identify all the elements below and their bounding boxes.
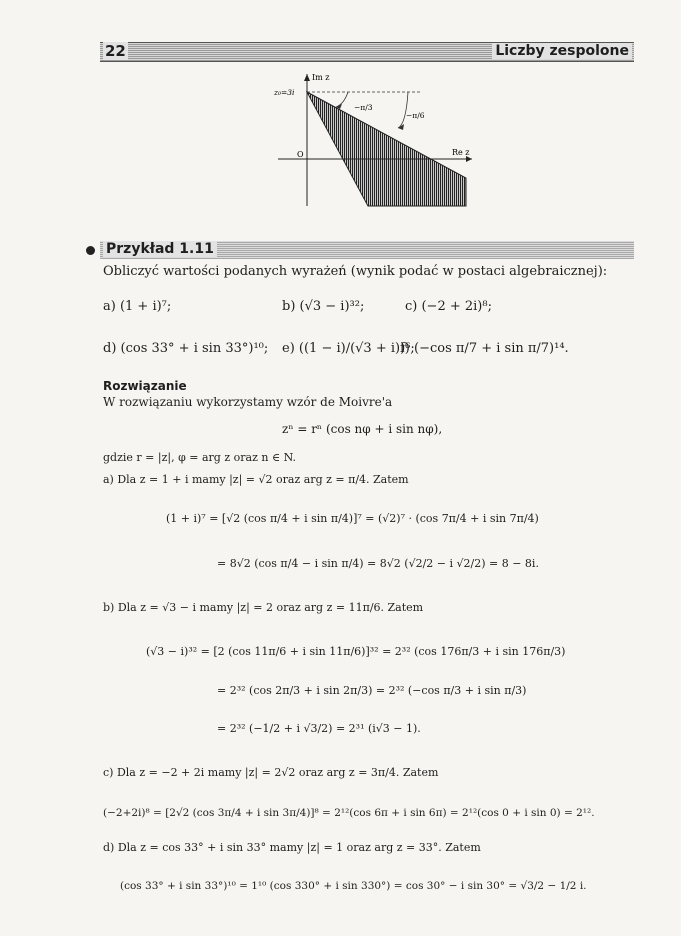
where-text: gdzie r = |z|, φ = arg z oraz n ∈ N. (103, 451, 296, 464)
b-line-3: = 2³² (−1/2 + i √3/2) = 2³¹ (i√3 − 1). (217, 722, 421, 735)
solution-intro: W rozwiązaniu wykorzystamy wzór de Moivre'a (103, 395, 393, 409)
item-d: d) (cos 33° + i sin 33°)¹⁰; (103, 341, 269, 356)
origin-label: O (297, 150, 304, 159)
example-title-bar (100, 241, 634, 259)
a-line-2: = 8√2 (cos π/4 − i sin π/4) = 8√2 (√2/2 − i √2/2) = 8 − 8i. (217, 557, 539, 570)
b-intro: b) Dla z = √3 − i mamy |z| = 2 oraz arg z = 11π/6. Zatem (103, 601, 424, 614)
d-intro: d) Dla z = cos 33° + i sin 33° mamy |z| = 1 oraz arg z = 33°. Zatem (103, 841, 481, 854)
a-intro: a) Dla z = 1 + i mamy |z| = √2 oraz arg z = π/4. Zatem (103, 473, 409, 486)
shaded-region (307, 92, 466, 206)
item-b: b) (√3 − i)³²; (282, 299, 365, 314)
d-line-1: (cos 33° + i sin 33°)¹⁰ = 1¹⁰ (cos 330° + i sin 330°) = cos 30° − i sin 30° = √3/2 − 1/2 i. (120, 880, 587, 892)
c-line-1: (−2+2i)⁸ = [2√2 (cos 3π/4 + i sin 3π/4)]⁸ = 2¹²(cos 6π + i sin 6π) = 2¹²(cos 0 + i sin 0) = 2¹². (103, 807, 595, 819)
task-text: Obliczyć wartości podanych wyrażeń (wynik podać w postaci algebraicznej): (103, 264, 608, 279)
angle-label-pi-3: −π/3 (354, 103, 373, 112)
angle-label-pi-6: −π/6 (406, 111, 425, 120)
page-number: 22 (105, 42, 126, 60)
point-label: z₀=3i (274, 88, 295, 97)
c-intro: c) Dla z = −2 + 2i mamy |z| = 2√2 oraz arg z = 3π/4. Zatem (103, 766, 439, 779)
chapter-title: Liczby zespolone (492, 43, 632, 59)
page-header (100, 42, 634, 62)
re-axis-label: Re z (452, 148, 470, 157)
im-axis-label: Im z (312, 73, 330, 82)
b-line-1: (√3 − i)³² = [2 (cos 11π/6 + i sin 11π/6)]³² = 2³² (cos 176π/3 + i sin 176π/3) (146, 645, 566, 658)
example-bullet-icon (86, 246, 95, 255)
item-a: a) (1 + i)⁷; (103, 299, 172, 314)
solution-heading: Rozwiązanie (103, 379, 187, 393)
a-line-1: (1 + i)⁷ = [√2 (cos π/4 + i sin π/4)]⁷ = (√2)⁷ · (cos 7π/4 + i sin 7π/4) (166, 512, 539, 525)
moivre-formula: zⁿ = rⁿ (cos nφ + i sin nφ), (282, 422, 443, 436)
item-e: e) ((1 − i)/(√3 + i))⁶; (282, 341, 415, 356)
item-c: c) (−2 + 2i)⁸; (405, 299, 492, 314)
item-f: f) (−cos π/7 + i sin π/7)¹⁴. (400, 341, 569, 356)
example-title: Przykład 1.11 (103, 241, 217, 257)
b-line-2: = 2³² (cos 2π/3 + i sin 2π/3) = 2³² (−cos π/3 + i sin π/3) (217, 684, 527, 697)
complex-plane-figure (270, 70, 475, 210)
